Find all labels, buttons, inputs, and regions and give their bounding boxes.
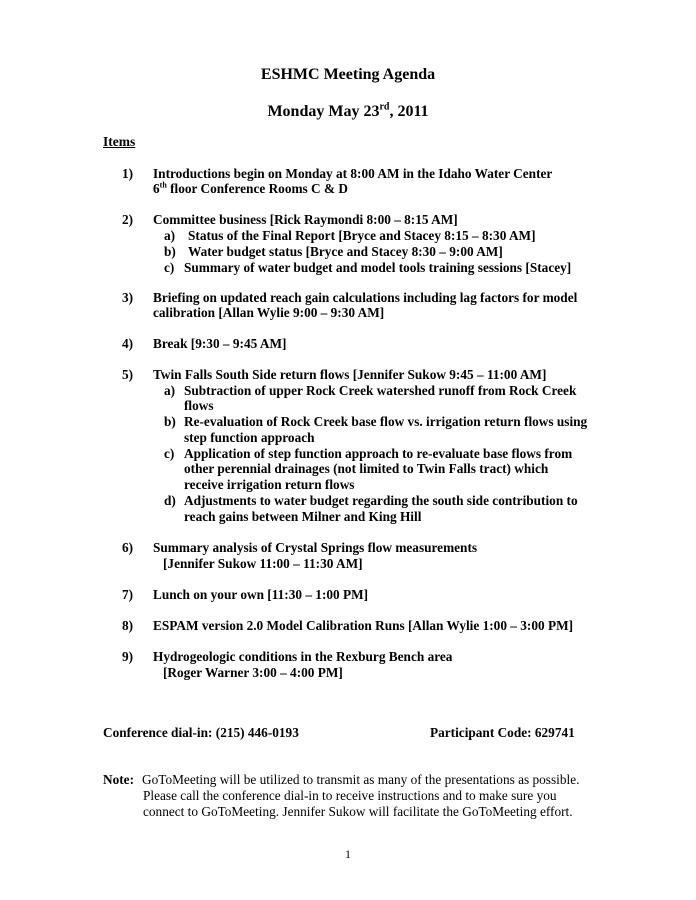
item-text: 6th floor Conference Rooms C & D: [153, 180, 348, 196]
note-text: GoToMeeting will be utilized to transmit as many of the presentations as possible.: [142, 772, 580, 787]
item-text: Committee business [Rick Raymondi 8:00 – 8:15 AM]: [153, 212, 458, 227]
item-text: [Jennifer Sukow 11:00 – 11:30 AM]: [163, 556, 363, 571]
item-number: 6): [122, 540, 134, 555]
sub-item-text: Summary of water budget and model tools training sessions [Stacey]: [184, 260, 572, 275]
item-text: Lunch on your own [11:30 – 1:00 PM]: [153, 587, 369, 602]
sub-item-text: step function approach: [184, 430, 315, 445]
item-number: 2): [122, 212, 134, 227]
sub-item-text: flows: [184, 398, 214, 413]
note-text: connect to GoToMeeting. Jennifer Sukow will facilitate the GoToMeeting effort.: [143, 804, 573, 819]
participant-code: Participant Code: 629741: [430, 725, 575, 740]
sub-item-label: a): [164, 228, 176, 243]
note-label: Note:: [103, 772, 135, 787]
sub-item-text: Adjustments to water budget regarding the south side contribution to: [184, 493, 578, 508]
item-number: 9): [122, 649, 134, 664]
item-number: 1): [122, 166, 134, 181]
sub-item-text: Water budget status [Bryce and Stacey 8:30 – 9:00 AM]: [188, 244, 503, 259]
sub-item-text: reach gains between Milner and King Hill: [184, 509, 422, 524]
sub-item-text: receive irrigation return flows: [184, 477, 355, 492]
sub-item-text: Re-evaluation of Rock Creek base flow vs. irrigation return flows using: [184, 414, 588, 429]
meeting-date: Monday May 23rd, 2011: [267, 101, 429, 120]
sub-item-text: other perennial drainages (not limited to Twin Falls tract) which: [184, 461, 549, 476]
item-text: calibration [Allan Wylie 9:00 – 9:30 AM]: [153, 305, 385, 320]
sub-item-label: a): [164, 383, 176, 398]
items-heading: Items: [103, 134, 136, 149]
sub-item-text: Status of the Final Report [Bryce and Stacey 8:15 – 8:30 AM]: [188, 228, 536, 243]
sub-item-label: c): [164, 446, 175, 461]
sub-item-label: d): [164, 493, 176, 508]
sub-item-text: Application of step function approach to re-evaluate base flows from: [184, 446, 573, 461]
item-number: 5): [122, 367, 134, 382]
sub-item-label: c): [164, 260, 175, 275]
sub-item-label: b): [164, 414, 176, 429]
item-number: 4): [122, 336, 134, 351]
item-text: Summary analysis of Crystal Springs flow measurements: [153, 540, 478, 555]
sub-item-text: Subtraction of upper Rock Creek watershed runoff from Rock Creek: [184, 383, 577, 398]
item-number: 7): [122, 587, 134, 602]
item-text: Break [9:30 – 9:45 AM]: [153, 336, 287, 351]
item-text: Introductions begin on Monday at 8:00 AM in the Idaho Water Center: [153, 166, 553, 181]
item-text: Twin Falls South Side return flows [Jennifer Sukow 9:45 – 11:00 AM]: [153, 367, 547, 382]
item-text: [Roger Warner 3:00 – 4:00 PM]: [163, 665, 343, 680]
note-text: Please call the conference dial-in to receive instructions and to make sure you: [143, 788, 557, 803]
conference-dial-in: Conference dial-in: (215) 446-0193: [103, 725, 299, 740]
page-number: 1: [345, 847, 351, 861]
item-text: ESPAM version 2.0 Model Calibration Runs [Allan Wylie 1:00 – 3:00 PM]: [153, 618, 574, 633]
item-text: Hydrogeologic conditions in the Rexburg Bench area: [153, 649, 453, 664]
item-text: Briefing on updated reach gain calculations including lag factors for model: [153, 290, 578, 305]
item-number: 8): [122, 618, 134, 633]
item-number: 3): [122, 290, 134, 305]
agenda-title: ESHMC Meeting Agenda: [260, 66, 436, 83]
sub-item-label: b): [164, 244, 176, 259]
